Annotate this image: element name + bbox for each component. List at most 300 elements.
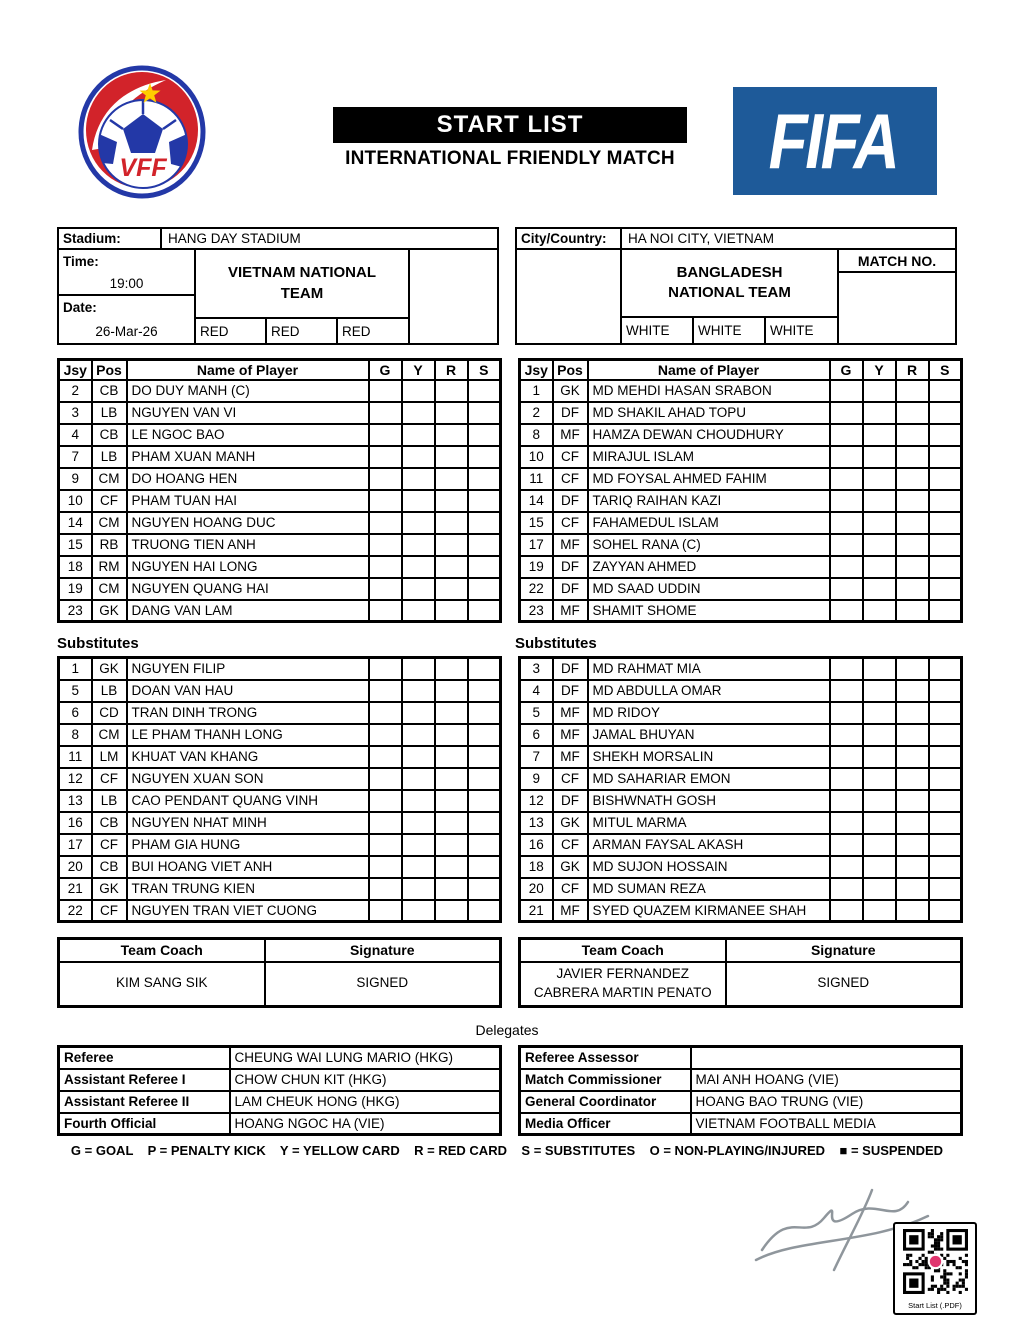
player-name: ZAYYAN AHMED — [588, 556, 830, 578]
away-kit-color-2: WHITE — [694, 318, 764, 343]
red-card-cell — [435, 658, 468, 680]
sub-cell — [468, 790, 501, 812]
yellow-card-cell — [402, 856, 435, 878]
position: CM — [92, 512, 127, 534]
red-card-cell — [435, 534, 468, 556]
player-row — [59, 468, 501, 490]
jersey-number: 15 — [520, 512, 553, 534]
away-info-empty-cell — [517, 250, 620, 343]
red-card-cell — [435, 768, 468, 790]
sub-cell — [468, 424, 501, 446]
player-name: TRAN DINH TRONG — [127, 702, 369, 724]
goal-cell — [369, 578, 402, 600]
player-row — [59, 680, 501, 702]
goal-cell — [830, 380, 863, 402]
sub-cell — [468, 556, 501, 578]
red-card-cell — [435, 402, 468, 424]
away-kit-color-3: WHITE — [766, 318, 837, 343]
jersey-number: 20 — [520, 878, 553, 900]
red-card-cell — [435, 900, 468, 922]
delegate-role: General Coordinator — [520, 1091, 691, 1113]
home-info-empty-cell — [410, 250, 497, 343]
position: CB — [92, 856, 127, 878]
yellow-card-cell — [863, 512, 896, 534]
player-name: NGUYEN XUAN SON — [127, 768, 369, 790]
home-coach-table — [57, 937, 502, 1008]
jersey-number: 22 — [59, 900, 92, 922]
yellow-card-cell — [863, 768, 896, 790]
delegate-row — [59, 1113, 501, 1135]
jersey-number: 15 — [59, 534, 92, 556]
jersey-number: 18 — [520, 856, 553, 878]
position: GK — [553, 380, 588, 402]
position: DF — [553, 680, 588, 702]
jersey-number: 3 — [520, 658, 553, 680]
city-country-value: HA NOI CITY, VIETNAM — [622, 229, 955, 248]
position: MF — [553, 600, 588, 622]
red-card-cell — [896, 424, 929, 446]
sub-cell — [468, 702, 501, 724]
away-match-info-table — [515, 227, 957, 345]
player-name: TRUONG TIEN ANH — [127, 534, 369, 556]
position: MF — [553, 746, 588, 768]
jersey-number: 1 — [59, 658, 92, 680]
position: LM — [92, 746, 127, 768]
player-name: NGUYEN VAN VI — [127, 402, 369, 424]
yellow-card-cell — [402, 380, 435, 402]
red-card-cell — [435, 878, 468, 900]
red-card-cell — [896, 468, 929, 490]
position: CB — [92, 812, 127, 834]
yellow-card-cell — [402, 468, 435, 490]
player-name: MITUL MARMA — [588, 812, 830, 834]
delegate-role: Assistant Referee II — [59, 1091, 230, 1113]
sub-cell — [468, 468, 501, 490]
player-name: NGUYEN QUANG HAI — [127, 578, 369, 600]
jersey-number: 5 — [59, 680, 92, 702]
position: LB — [92, 446, 127, 468]
position: GK — [553, 812, 588, 834]
legend: G = GOAL P = PENALTY KICK Y = YELLOW CARD R = RED CARD S = SUBSTITUTES O = NON-PLAYING/INJURED ■ = SUSPENDED — [70, 1143, 944, 1158]
player-name: SYED QUAZEM KIRMANEE SHAH — [588, 900, 830, 922]
document-body — [57, 227, 957, 1158]
player-name: MD SAAD UDDIN — [588, 578, 830, 600]
goal-cell — [830, 490, 863, 512]
jersey-number: 4 — [59, 424, 92, 446]
yellow-card-cell — [863, 702, 896, 724]
red-card-cell — [896, 878, 929, 900]
player-name: LE PHAM THANH LONG — [127, 724, 369, 746]
goal-cell — [830, 402, 863, 424]
col-header-jersey: Jsy — [520, 360, 553, 380]
jersey-number: 13 — [59, 790, 92, 812]
yellow-card-cell — [402, 424, 435, 446]
yellow-card-cell — [402, 790, 435, 812]
red-card-cell — [896, 746, 929, 768]
position: MF — [553, 424, 588, 446]
player-row — [59, 746, 501, 768]
jersey-number: 20 — [59, 856, 92, 878]
position: LB — [92, 680, 127, 702]
delegate-name: HOANG NGOC HA (VIE) — [230, 1113, 501, 1135]
red-card-cell — [435, 680, 468, 702]
position: CF — [92, 490, 127, 512]
goal-cell — [369, 490, 402, 512]
player-row — [59, 402, 501, 424]
substitutes-section — [57, 656, 957, 923]
delegates-title: Delegates — [475, 1022, 539, 1038]
goal-cell — [369, 468, 402, 490]
sub-cell — [468, 446, 501, 468]
sub-cell — [468, 402, 501, 424]
position: CF — [553, 878, 588, 900]
delegate-role: Referee Assessor — [520, 1047, 691, 1069]
yellow-card-cell — [402, 600, 435, 622]
jersey-number: 7 — [520, 746, 553, 768]
jersey-number: 8 — [59, 724, 92, 746]
jersey-number: 11 — [59, 746, 92, 768]
sub-cell — [468, 768, 501, 790]
player-name: MD ABDULLA OMAR — [588, 680, 830, 702]
red-card-cell — [896, 680, 929, 702]
goal-cell — [369, 900, 402, 922]
delegate-row — [520, 1091, 962, 1113]
player-name: DO DUY MANH (C) — [127, 380, 369, 402]
goal-cell — [369, 834, 402, 856]
player-row — [59, 790, 501, 812]
red-card-cell — [896, 600, 929, 622]
delegate-role: Fourth Official — [59, 1113, 230, 1135]
away-team-name: BANGLADESH NATIONAL TEAM — [622, 250, 837, 316]
player-row — [59, 556, 501, 578]
sub-cell — [468, 512, 501, 534]
sub-cell — [468, 878, 501, 900]
red-card-cell — [896, 512, 929, 534]
position: RM — [92, 556, 127, 578]
sub-cell — [468, 490, 501, 512]
sub-cell — [929, 680, 962, 702]
yellow-card-cell — [402, 812, 435, 834]
jersey-number: 17 — [59, 834, 92, 856]
red-card-cell — [896, 402, 929, 424]
player-name: TRAN TRUNG KIEN — [127, 878, 369, 900]
player-row — [59, 600, 501, 622]
player-row — [520, 702, 962, 724]
goal-cell — [369, 790, 402, 812]
goal-cell — [830, 746, 863, 768]
home-kit-color-1: RED — [196, 319, 265, 343]
position: DF — [553, 490, 588, 512]
player-name: HAMZA DEWAN CHOUDHURY — [588, 424, 830, 446]
yellow-card-cell — [863, 790, 896, 812]
delegate-row — [520, 1069, 962, 1091]
away-coach-table — [518, 937, 963, 1008]
goal-cell — [369, 812, 402, 834]
jersey-number: 2 — [520, 402, 553, 424]
sub-cell — [468, 856, 501, 878]
red-card-cell — [896, 768, 929, 790]
page-title: START LIST — [333, 107, 687, 143]
player-name: DOAN VAN HAU — [127, 680, 369, 702]
yellow-card-cell — [863, 812, 896, 834]
delegate-name: MAI ANH HOANG (VIE) — [691, 1069, 962, 1091]
yellow-card-cell — [402, 724, 435, 746]
player-name: MD RAHMAT MIA — [588, 658, 830, 680]
goal-cell — [369, 658, 402, 680]
position: GK — [92, 658, 127, 680]
player-row — [520, 680, 962, 702]
sub-cell — [929, 380, 962, 402]
starters-section — [57, 358, 957, 623]
jersey-number: 19 — [520, 556, 553, 578]
yellow-card-cell — [863, 402, 896, 424]
player-name: PHAM TUAN HAI — [127, 490, 369, 512]
goal-cell — [369, 768, 402, 790]
red-card-cell — [435, 600, 468, 622]
player-name: ARMAN FAYSAL AKASH — [588, 834, 830, 856]
goal-cell — [369, 600, 402, 622]
player-row — [59, 490, 501, 512]
document-header — [0, 0, 1020, 227]
coach-section — [57, 937, 957, 1008]
red-card-cell — [896, 490, 929, 512]
goal-cell — [830, 468, 863, 490]
sub-cell — [929, 768, 962, 790]
player-name: MD SAHARIAR EMON — [588, 768, 830, 790]
sub-cell — [929, 468, 962, 490]
sub-cell — [929, 724, 962, 746]
position: DF — [553, 556, 588, 578]
position: CF — [553, 512, 588, 534]
jersey-number: 12 — [520, 790, 553, 812]
away-coach-signature: SIGNED — [726, 962, 962, 1007]
goal-cell — [369, 878, 402, 900]
player-name: FAHAMEDUL ISLAM — [588, 512, 830, 534]
delegates-left-table — [57, 1045, 502, 1136]
col-header-name: Name of Player — [127, 360, 369, 380]
sub-cell — [929, 600, 962, 622]
player-name: NGUYEN TRAN VIET CUONG — [127, 900, 369, 922]
player-row — [520, 402, 962, 424]
yellow-card-cell — [863, 424, 896, 446]
sub-cell — [929, 534, 962, 556]
player-row — [520, 380, 962, 402]
jersey-number: 8 — [520, 424, 553, 446]
yellow-card-cell — [402, 402, 435, 424]
delegate-row — [59, 1047, 501, 1069]
roster-header-row — [520, 360, 962, 380]
sub-cell — [929, 702, 962, 724]
player-name: PHAM GIA HUNG — [127, 834, 369, 856]
player-name: NGUYEN NHAT MINH — [127, 812, 369, 834]
goal-cell — [830, 790, 863, 812]
player-row — [59, 578, 501, 600]
date-cell — [59, 296, 194, 343]
coach-header: Team Coach — [59, 939, 265, 962]
yellow-card-cell — [863, 746, 896, 768]
goal-cell — [830, 834, 863, 856]
position: DF — [553, 402, 588, 424]
delegate-name: HOANG BAO TRUNG (VIE) — [691, 1091, 962, 1113]
goal-cell — [830, 578, 863, 600]
match-no-label: MATCH NO. — [839, 250, 955, 271]
coach-header: Team Coach — [520, 939, 726, 962]
col-header-jersey: Jsy — [59, 360, 92, 380]
player-row — [59, 380, 501, 402]
delegates-right-table — [518, 1045, 963, 1136]
player-row — [520, 446, 962, 468]
jersey-number: 22 — [520, 578, 553, 600]
jersey-number: 16 — [59, 812, 92, 834]
player-row — [59, 900, 501, 922]
position: CB — [92, 380, 127, 402]
goal-cell — [830, 768, 863, 790]
goal-cell — [369, 856, 402, 878]
jersey-number: 3 — [59, 402, 92, 424]
red-card-cell — [435, 856, 468, 878]
stadium-label: Stadium: — [59, 229, 160, 248]
jersey-number: 23 — [59, 600, 92, 622]
time-value: 19:00 — [109, 275, 144, 291]
player-name: DANG VAN LAM — [127, 600, 369, 622]
goal-cell — [369, 446, 402, 468]
goal-cell — [830, 512, 863, 534]
qr-code-box — [893, 1222, 977, 1315]
red-card-cell — [435, 746, 468, 768]
sub-cell — [929, 578, 962, 600]
player-row — [520, 856, 962, 878]
goal-cell — [369, 680, 402, 702]
sub-cell — [468, 834, 501, 856]
red-card-cell — [435, 490, 468, 512]
player-name: SHEKH MORSALIN — [588, 746, 830, 768]
sub-cell — [929, 402, 962, 424]
player-row — [520, 812, 962, 834]
goal-cell — [830, 812, 863, 834]
goal-cell — [830, 600, 863, 622]
player-row — [59, 878, 501, 900]
position: CF — [92, 768, 127, 790]
red-card-cell — [896, 812, 929, 834]
sub-cell — [468, 812, 501, 834]
signature-header: Signature — [726, 939, 962, 962]
sub-cell — [929, 512, 962, 534]
away-substitutes-label: Substitutes — [515, 635, 597, 652]
player-name: MD SUJON HOSSAIN — [588, 856, 830, 878]
player-row — [59, 812, 501, 834]
player-row — [520, 658, 962, 680]
player-name: SOHEL RANA (C) — [588, 534, 830, 556]
red-card-cell — [435, 424, 468, 446]
yellow-card-cell — [863, 578, 896, 600]
col-header-red: R — [896, 360, 929, 380]
sub-cell — [468, 600, 501, 622]
sub-cell — [929, 490, 962, 512]
yellow-card-cell — [402, 768, 435, 790]
player-name: KHUAT VAN KHANG — [127, 746, 369, 768]
position: MF — [553, 900, 588, 922]
col-header-yellow: Y — [402, 360, 435, 380]
sub-cell — [929, 424, 962, 446]
player-name: MD RIDOY — [588, 702, 830, 724]
jersey-number: 13 — [520, 812, 553, 834]
home-substitutes-table — [57, 656, 502, 923]
yellow-card-cell — [863, 446, 896, 468]
goal-cell — [369, 512, 402, 534]
city-country-label: City/Country: — [517, 229, 620, 248]
yellow-card-cell — [863, 534, 896, 556]
player-row — [520, 512, 962, 534]
red-card-cell — [896, 790, 929, 812]
player-row — [520, 534, 962, 556]
player-row — [59, 834, 501, 856]
position: MF — [553, 724, 588, 746]
red-card-cell — [896, 856, 929, 878]
yellow-card-cell — [402, 556, 435, 578]
red-card-cell — [896, 658, 929, 680]
player-name: MD FOYSAL AHMED FAHIM — [588, 468, 830, 490]
sub-cell — [929, 556, 962, 578]
jersey-number: 21 — [520, 900, 553, 922]
col-header-sub: S — [468, 360, 501, 380]
position: CB — [92, 424, 127, 446]
player-name: MIRAJUL ISLAM — [588, 446, 830, 468]
date-value: 26-Mar-26 — [95, 323, 158, 339]
goal-cell — [830, 658, 863, 680]
yellow-card-cell — [402, 512, 435, 534]
player-row — [520, 790, 962, 812]
sub-cell — [929, 856, 962, 878]
player-name: SHAMIT SHOME — [588, 600, 830, 622]
goal-cell — [830, 424, 863, 446]
home-kit-color-2: RED — [267, 319, 336, 343]
player-row — [59, 768, 501, 790]
home-kit-color-3: RED — [338, 319, 408, 343]
goal-cell — [369, 424, 402, 446]
sub-cell — [468, 380, 501, 402]
player-name: MD SHAKIL AHAD TOPU — [588, 402, 830, 424]
delegate-role: Media Officer — [520, 1113, 691, 1135]
jersey-number: 18 — [59, 556, 92, 578]
player-name: NGUYEN HOANG DUC — [127, 512, 369, 534]
col-header-name: Name of Player — [588, 360, 830, 380]
player-name: JAMAL BHUYAN — [588, 724, 830, 746]
yellow-card-cell — [863, 856, 896, 878]
sub-cell — [929, 790, 962, 812]
jersey-number: 12 — [59, 768, 92, 790]
sub-cell — [468, 534, 501, 556]
jersey-number: 14 — [520, 490, 553, 512]
col-header-position: Pos — [92, 360, 127, 380]
position: RB — [92, 534, 127, 556]
player-name: TARIQ RAIHAN KAZI — [588, 490, 830, 512]
player-name: CAO PENDANT QUANG VINH — [127, 790, 369, 812]
col-header-position: Pos — [553, 360, 588, 380]
yellow-card-cell — [402, 834, 435, 856]
position: CF — [553, 834, 588, 856]
sub-cell — [929, 658, 962, 680]
player-row — [59, 724, 501, 746]
position: CM — [92, 468, 127, 490]
red-card-cell — [896, 724, 929, 746]
position: CF — [92, 900, 127, 922]
yellow-card-cell — [863, 878, 896, 900]
sub-cell — [468, 680, 501, 702]
red-card-cell — [435, 468, 468, 490]
yellow-card-cell — [863, 900, 896, 922]
jersey-number: 21 — [59, 878, 92, 900]
jersey-number: 23 — [520, 600, 553, 622]
